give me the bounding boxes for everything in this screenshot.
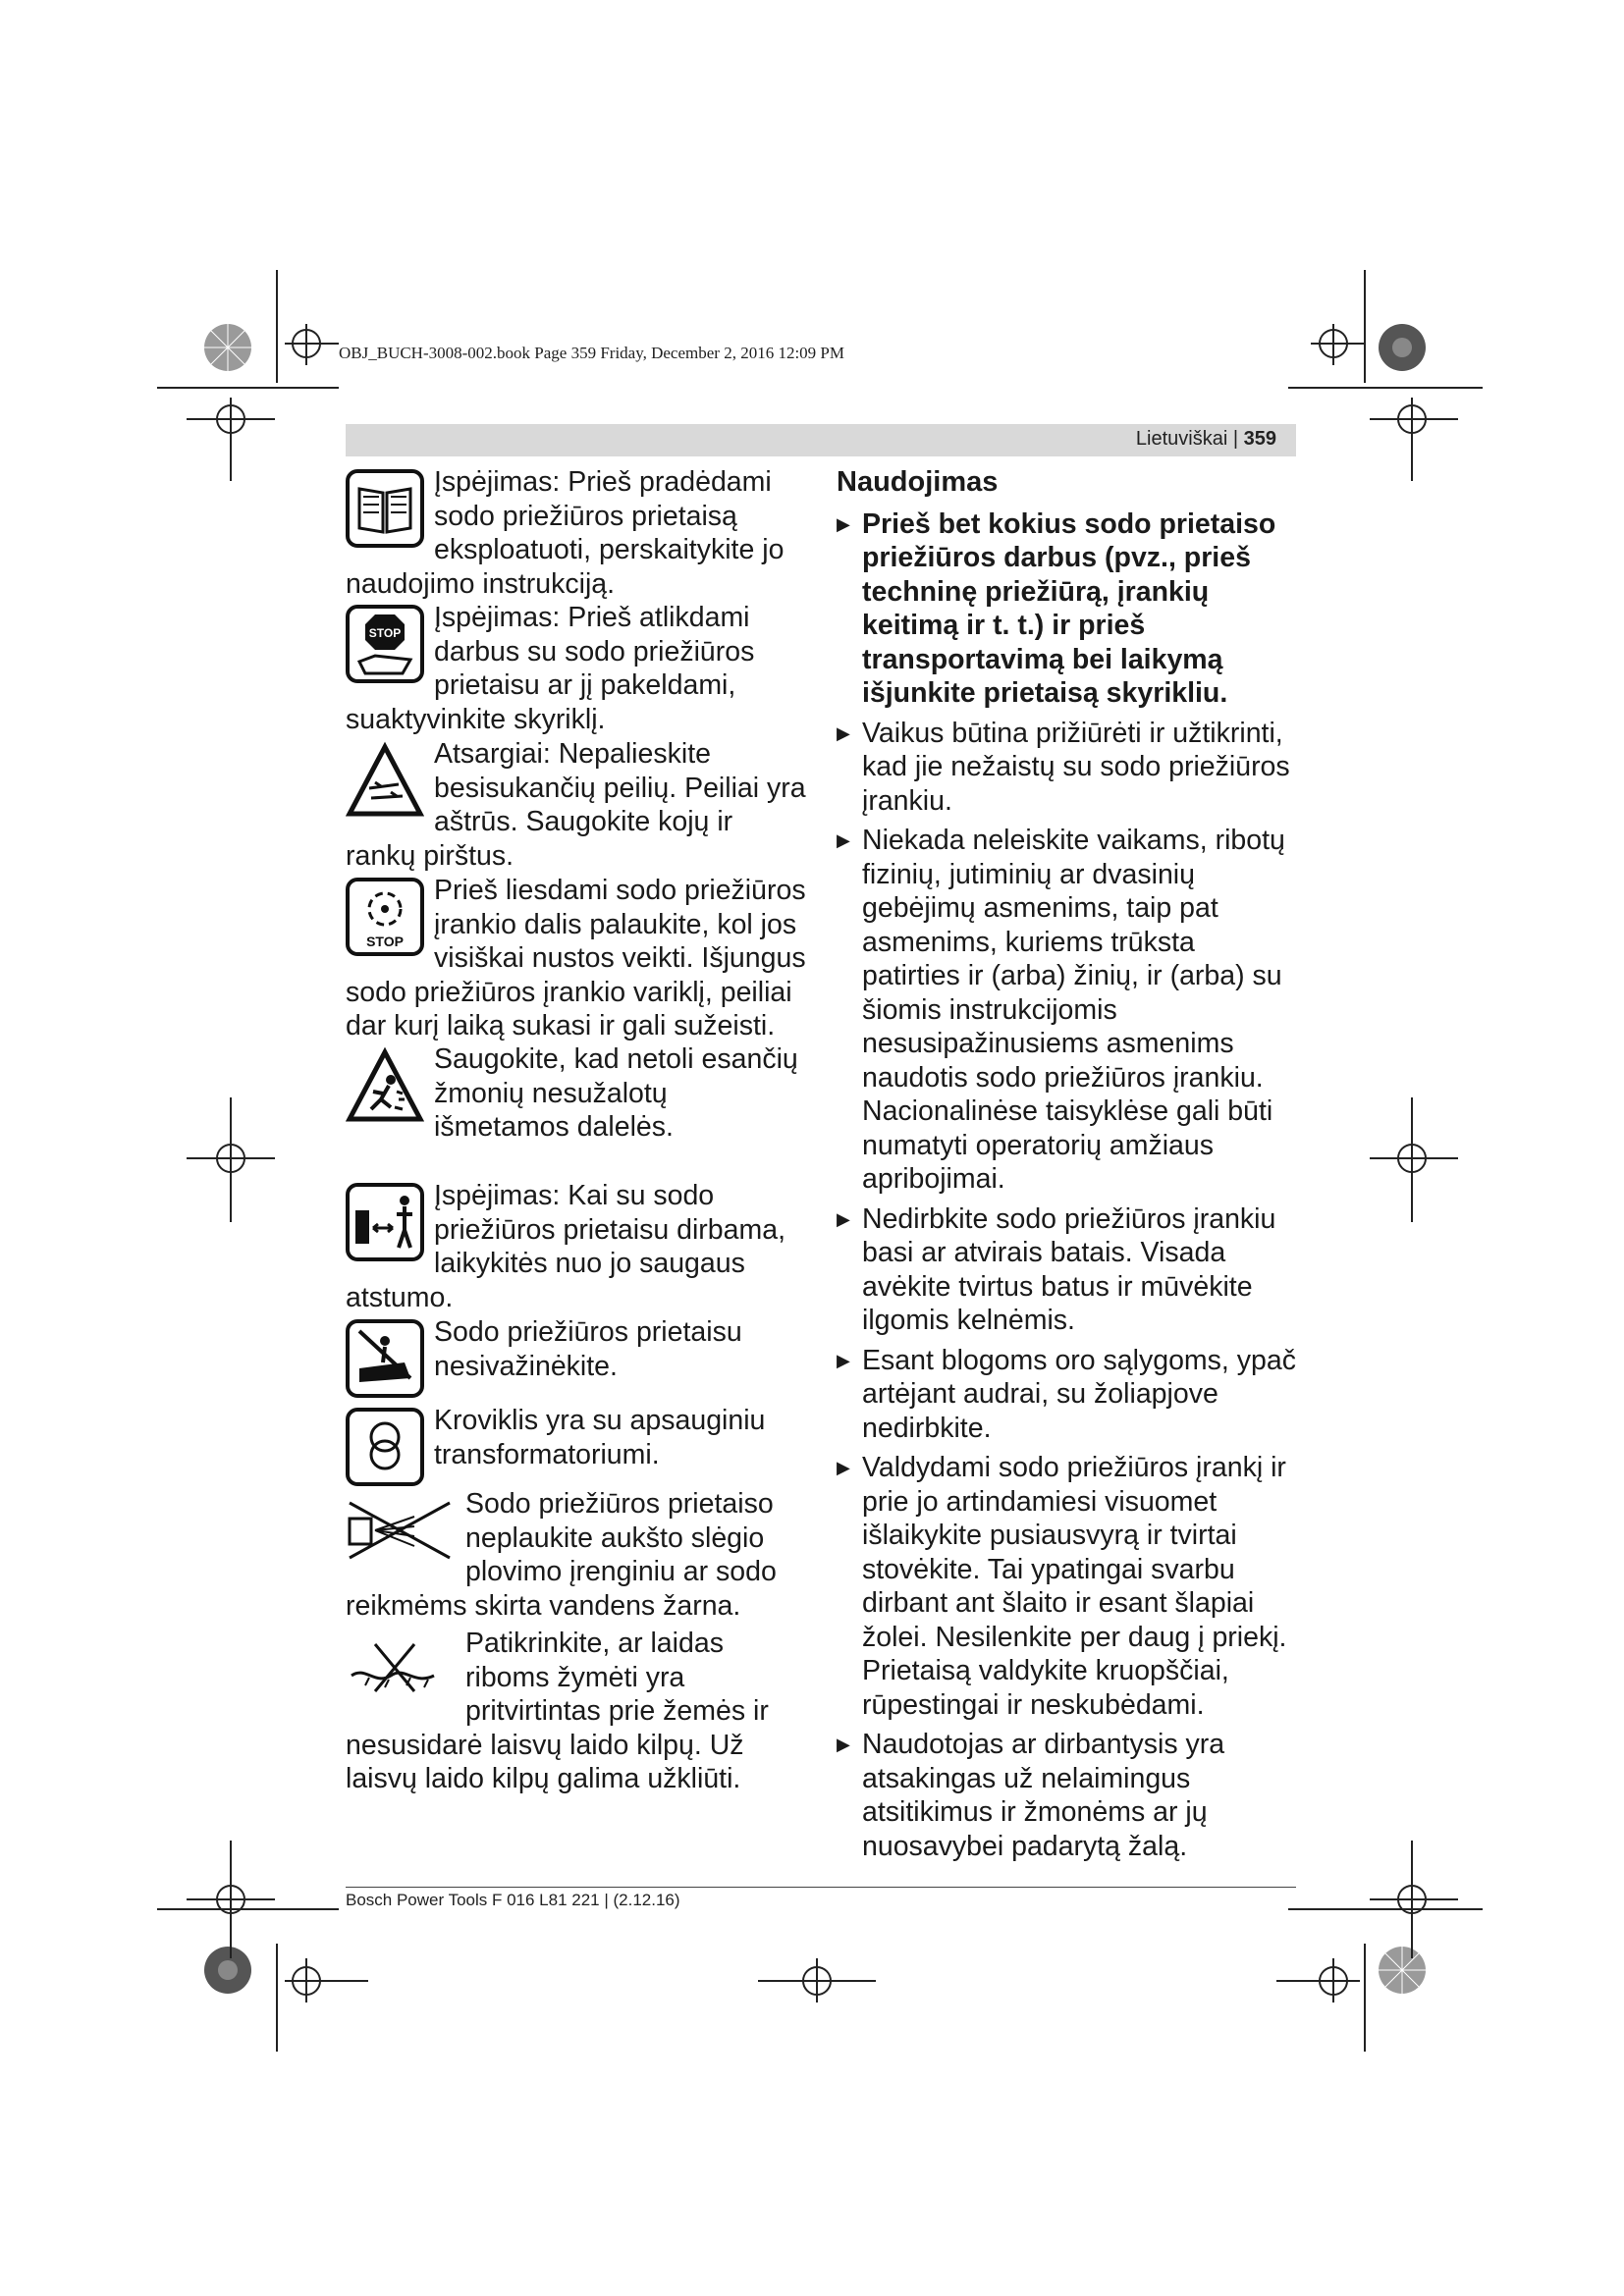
footer-text: Bosch Power Tools F 016 L81 221 | (2.12.16) (346, 1891, 680, 1909)
blade-stop-icon (346, 878, 424, 956)
bullet-item: ▶ Naudotojas ar dirbantysis yra atsakingas už nelaimingus atsitikimus ir žmonėms ar jų nuosavybei padarytą žalą. (837, 1728, 1298, 1863)
warning-blade-stop: STOP Prieš liesdami sodo priežiūros įrankio dalis palaukite, kol jos visiškai nustos veikti. Išjungus sodo priežiūros įrankio variklį, peiliai dar kurį laiką sukasi ir gali sužeisti. (346, 875, 806, 1041)
bullet-item: ▶ Niekada neleiskite vaikams, ribotų fizinių, jutiminių ar dvasinių gebėjimų asmenims, taip pat asmenims, kuriems trūksta patirties ir (arba) žinių, ir (arba) su šiomis instrukcijomis nesusipažinusiems asmenims naudotis sodo priežiūros įrankiu. Nacionalinėse taisyklėse gali būti numatyti operatorių amžiaus apribojimai. (837, 824, 1298, 1197)
bullet-item: ▶ Nedirbkite sodo priežiūros įrankiu basi ar atvirais batais. Visada avėkite tvirtus batus ir mūvėkite ilgomis kelnėmis. (837, 1202, 1298, 1338)
page-number: 359 (1243, 428, 1276, 450)
no-riding-icon (346, 1319, 424, 1398)
svg-text:STOP: STOP (368, 626, 402, 640)
warning-transformer: Kroviklis yra su apsauginiu transformatoriumi. (346, 1404, 807, 1487)
warning-boundary-wire: Patikrinkite, ar laidas riboms žymėti yra pritvirtintas prie žemės ir nesusidarė laisvų laido kilpų. Už laisvų laido kilpų galima užkliūti. (346, 1628, 769, 1794)
boundary-wire-icon (346, 1636, 456, 1703)
header-language: Lietuviškai (1135, 428, 1228, 450)
usage-column (837, 465, 1298, 1869)
warning-read-manual: Įspėjimas: Prieš pradėdami sodo priežiūros prietaisą eksploatuoti, perskaitykite jo naudojimo instrukciją. (346, 466, 785, 600)
safety-symbols-column (346, 465, 807, 1796)
warning-safe-distance: Įspėjimas: Kai su sodo priežiūros prietaisu dirbama, laikykitės nuo jo saugaus atstumo. (346, 1180, 785, 1313)
page-header (346, 424, 1296, 456)
transformer-icon (346, 1408, 424, 1486)
bullet-item: ▶ Vaikus būtina prižiūrėti ir užtikrinti, kad jie nežaistų su sodo priežiūros įrankiu. (837, 717, 1298, 819)
warning-no-pressure-wash: Sodo priežiūros prietaiso neplaukite aukšto slėgio plovimo įrenginiu ar sodo reikmėms skirta vandens žarna. (346, 1488, 777, 1622)
warning-stop-switch: STOP Įspėjimas: Prieš atlikdami darbus su sodo priežiūros prietaisu ar jį pakeldami, suaktyvinkite skyriklį. (346, 602, 755, 735)
section-title: Naudojimas (837, 466, 999, 498)
read-manual-icon (346, 469, 424, 548)
bullet-item: ▶ Prieš bet kokius sodo prietaiso priežiūros darbus (pvz., prieš techninę priežiūrą, įrankių keitimą ir t. t.) ir prieš transportavimą bei laikymą išjunkite prietaisą skyrikliu. (837, 507, 1298, 711)
warning-blades: Atsargiai: Nepalieskite besisukančių peilių. Peiliai yra aštrūs. Saugokite kojų ir rankų pirštus. (346, 738, 806, 872)
footer-rule (346, 1887, 1296, 1888)
svg-text:STOP: STOP (366, 934, 404, 949)
bullet-item: ▶ Valdydami sodo priežiūros įrankį ir prie jo artindamiesi visuomet išlaikykite pusiausvyrą ir tvirtai stovėkite. Tai ypatingai svarbu dirbant ant šlaito ir esant šlapiai žolei. Nesilenkite per daug į priekį. Prietaisą valdykite kruopščiai, rūpestingai ir neskubėdami. (837, 1451, 1298, 1722)
warning-no-riding: Sodo priežiūros prietaisu nesivažinėkite. (346, 1315, 807, 1404)
bullet-item: ▶ Esant blogoms oro sąlygoms, ypač artėjant audrai, su žoliapjove nedirbkite. (837, 1344, 1298, 1446)
stop-switch-icon (346, 605, 424, 683)
no-pressure-wash-icon (346, 1497, 456, 1564)
thrown-objects-icon (346, 1046, 424, 1125)
warning-thrown-objects: Saugokite, kad netoli esančių žmonių nesužalotų išmetamos dalelės. (346, 1042, 807, 1179)
print-slug: OBJ_BUCH-3008-002.book Page 359 Friday, December 2, 2016 12:09 PM (339, 344, 844, 362)
header-separator: | (1232, 428, 1239, 450)
blade-warning-icon (346, 741, 424, 820)
safe-distance-icon (346, 1183, 424, 1261)
